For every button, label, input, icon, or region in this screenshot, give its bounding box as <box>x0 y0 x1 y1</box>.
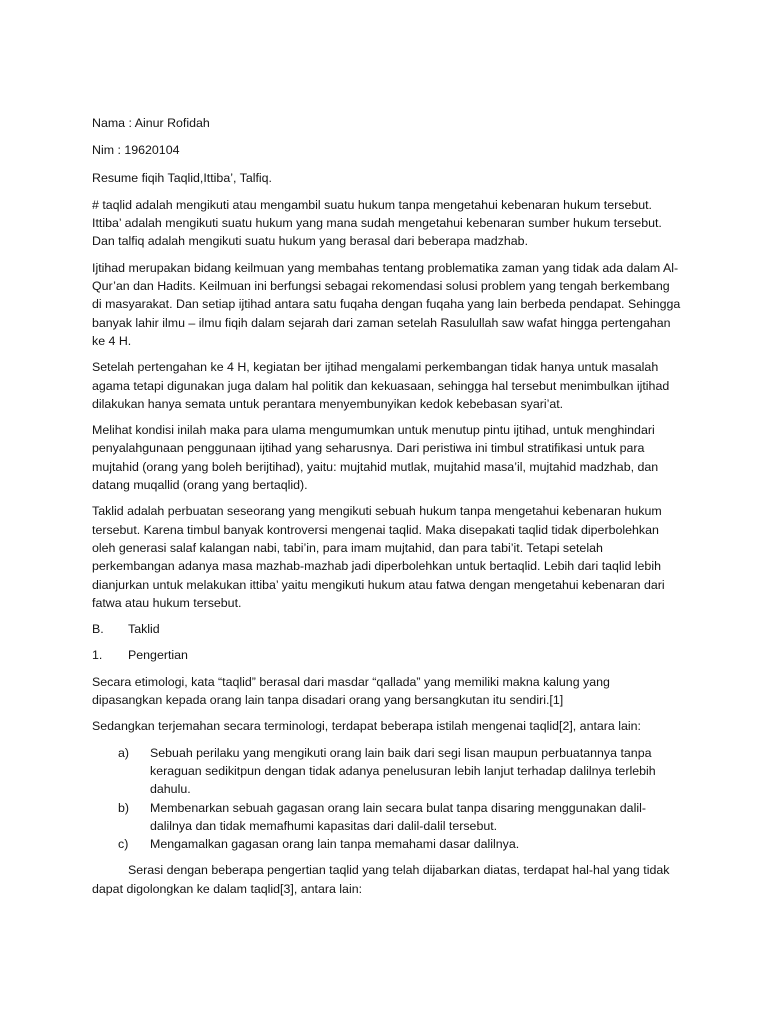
paragraph-summary: # taqlid adalah mengikuti atau mengambil suatu hukum tanpa mengetahui kebenaran hukum tersebut. Ittiba’ adalah mengikuti suatu hukum yang mana sudah mengetahui kebenaran sumber hukum tersebut. Dan talfiq adalah mengikuti suatu hukum yang berasal dari beberapa madzhab. <box>92 197 662 249</box>
definition-list <box>92 744 682 854</box>
section-number: B. <box>92 622 104 637</box>
list-marker: b) <box>118 800 130 815</box>
student-nim: Nim : 19620104 <box>92 143 180 158</box>
document-title: Resume fiqih Taqlid,Ittiba’, Talfiq. <box>92 170 272 185</box>
document-page <box>92 114 682 906</box>
paragraph-taklid: Taklid adalah perbuatan seseorang yang mengikuti sebuah hukum tanpa mengetahui kebenaran hukum tersebut. Karena timbul banyak kontroversi mengenai taqlid. Maka disepakati taqlid tidak diperbolehkan oleh generasi salaf kalangan nabi, tabi’in, para imam mujtahid, dan para tabi’it. Tetapi setelah perkembangan adanya masa mazhab-mazhab jadi diperbolehkan untuk bertaqlid. Lebih dari taqlid lebih dianjurkan untuk melakukan ittiba’ yaitu mengikuti hukum atau fatwa dengan mengetahui kebenaran dari fatwa atau hukum tersebut. <box>92 504 665 610</box>
list-text: Membenarkan sebuah gagasan orang lain secara bulat tanpa disaring menggunakan dalil-dalilnya dan tidak memafhumi kapasitas dari dalil-dalil tersebut. <box>150 800 646 833</box>
list-item <box>92 835 682 853</box>
paragraph-after-4h: Setelah pertengahan ke 4 H, kegiatan ber ijtihad mengalami perkembangan tidak hanya untuk masalah agama tetapi digunakan juga dalam hal politik dan kekuasaan, sehingga hal tersebut menimbulkan ijtihad dilakukan hanya semata untuk perantara menyembunyikan kedok kebebasan syari’at. <box>92 360 670 411</box>
subsection-heading-1 <box>92 646 682 664</box>
list-marker: a) <box>118 745 130 760</box>
list-marker: c) <box>118 837 129 852</box>
subsection-title: Pengertian <box>128 648 188 663</box>
paragraph-etimologi: Secara etimologi, kata “taqlid” berasal dari masdar “qallada” yang memiliki makna kalung yang dipasangkan kepada orang lain tanpa disadari orang yang bersangkutan itu sendiri.[1] <box>92 674 610 708</box>
paragraph-ulama: Melihat kondisi inilah maka para ulama mengumumkan untuk menutup pintu ijtihad, untuk menghindari penyalahgunaan penggunaan ijtihad yang seharusnya. Dari peristiwa ini timbul stratifikasi untuk para mujtahid (orang yang boleh berijtihad), yaitu: mujtahid mutlak, mujtahid masa’il, mujtahid madzhab, dan datang muqallid (orang yang bertaqlid). <box>92 423 659 493</box>
paragraph-terminologi: Sedangkan terjemahan secara terminologi, terdapat beberapa istilah mengenai taqlid[2], antara lain: <box>92 719 641 734</box>
list-text: Mengamalkan gagasan orang lain tanpa memahami dasar dalilnya. <box>150 837 520 852</box>
paragraph-closing: Serasi dengan beberapa pengertian taqlid yang telah dijabarkan diatas, terdapat hal-hal yang tidak dapat digolongkan ke dalam taqlid[3], antara lain: <box>92 863 670 896</box>
student-name: Nama : Ainur Rofidah <box>92 116 210 130</box>
section-title: Taklid <box>128 622 160 637</box>
list-item <box>92 799 682 836</box>
paragraph-ijtihad: Ijtihad merupakan bidang keilmuan yang membahas tentang problematika zaman yang tidak ada dalam Al- Qur’an dan Hadits. Keilmuan ini berfungsi sebagai rekomendasi solusi problem yang tengah berkembang di masyarakat. Dan setiap ijtihad antara satu fuqaha dengan fuqaha yang lain berbeda pendapat. Sehingga banyak lahir ilmu – ilmu fiqih dalam sejarah dari zaman setelah Rasulullah saw wafat hingga pertengahan ke 4 H. <box>92 260 681 348</box>
list-item <box>92 744 682 799</box>
section-heading-b <box>92 620 682 638</box>
subsection-number: 1. <box>92 648 103 663</box>
list-text: Sebuah perilaku yang mengikuti orang lain baik dari segi lisan maupun perbuatannya tanpa keraguan sedikitpun dengan tidak adanya penelusuran lebih lanjut terhadap dalilnya terlebih dahulu. <box>150 745 656 797</box>
